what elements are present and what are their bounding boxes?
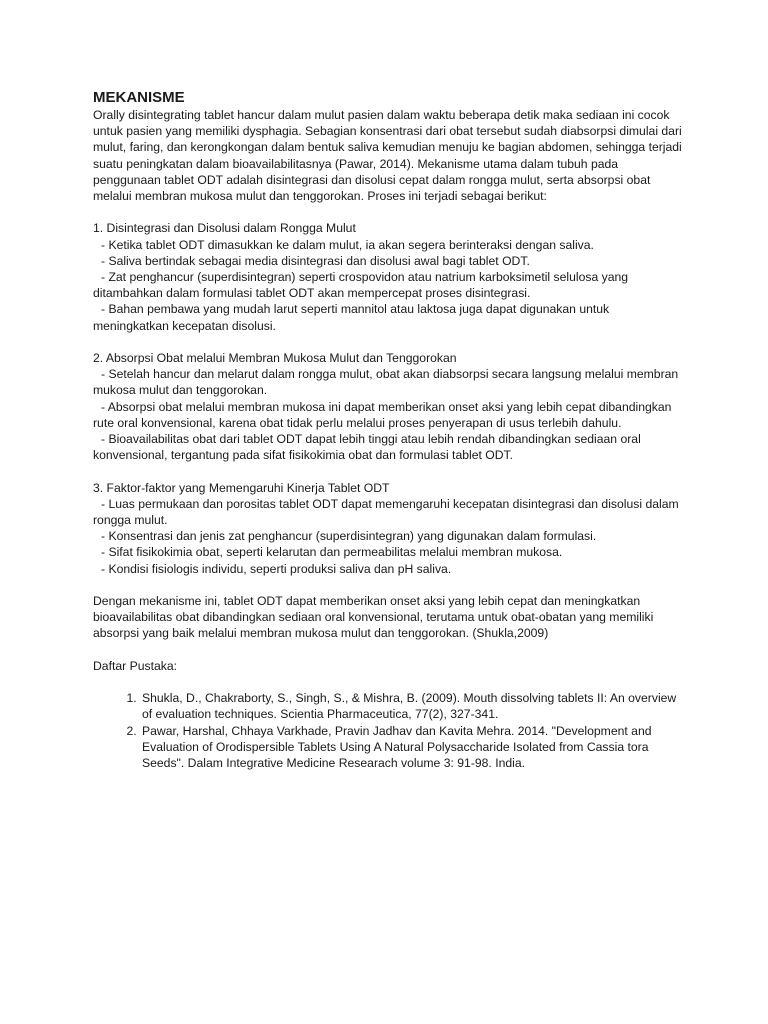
reference-item: 1. Shukla, D., Chakraborty, S., Singh, S., & Mishra, B. (2009). Mouth dissolving tablets II: An overview of evaluation techniques. Scientia Pharmaceutica, 77(2), 327-341. [140, 690, 683, 722]
reference-item: 2. Pawar, Harshal, Chhaya Varkhade, Pravin Jadhav dan Kavita Mehra. 2014. "Development and Evaluation of Orodispersible Tablets Using A Natural Polysaccharide Isolated from Cassia tora Seeds". Dalam Integrative Medicine Researach volume 3: 91-98. India. [140, 723, 683, 772]
references-list [93, 690, 683, 771]
section-factors [93, 480, 683, 577]
list-item: - Ketika tablet ODT dimasukkan ke dalam mulut, ia akan segera berinteraksi dengan saliva. [101, 237, 594, 252]
section-heading: 2. Absorpsi Obat melalui Membran Mukosa Mulut dan Tenggorokan [93, 351, 457, 366]
section-disintegration [93, 220, 683, 333]
list-item: - Bioavailabilitas obat dari tablet ODT dapat lebih tinggi atau lebih rendah dibandingkan sediaan oral konvensional, tergantung pada sifat fisikokimia obat dan formulasi tablet ODT. [93, 432, 641, 463]
references-heading: Daftar Pustaka: [93, 658, 177, 673]
list-item: - Bahan pembawa yang mudah larut seperti mannitol atau laktosa juga dapat digunakan untuk meningkatkan kecepatan disolusi. [93, 302, 610, 333]
list-item: - Absorpsi obat melalui membran mukosa ini dapat memberikan onset aksi yang lebih cepat dibandingkan rute oral konvensional, karena obat tidak perlu melalui proses penyerapan di usus terlebih dahulu. [93, 399, 672, 430]
list-item: - Sifat fisikokimia obat, seperti kelarutan dan permeabilitas melalui membran mukosa. [101, 545, 563, 560]
conclusion-paragraph: Dengan mekanisme ini, tablet ODT dapat memberikan onset aksi yang lebih cepat dan meningkatkan bioavailabilitas obat dibandingkan sediaan oral konvensional, terutama untuk obat-obatan yang memiliki absorpsi yang baik melalui membran mukosa mulut dan tenggorokan. (Shukla,2009) [93, 594, 654, 641]
list-item: - Zat penghancur (superdisintegran) seperti crospovidon atau natrium karboksimetil selulosa yang ditambahkan dalam formulasi tablet ODT akan mempercepat proses disintegrasi. [93, 270, 629, 301]
list-item: - Setelah hancur dan melarut dalam rongga mulut, obat akan diabsorpsi secara langsung melalui membran mukosa mulut dan tenggorokan. [93, 367, 679, 398]
list-item: - Konsentrasi dan jenis zat penghancur (superdisintegran) yang digunakan dalam formulasi. [101, 529, 597, 544]
intro-paragraph: Orally disintegrating tablet hancur dalam mulut pasien dalam waktu beberapa detik maka sediaan ini cocok untuk pasien yang memiliki dysphagia. Sebagian konsentrasi dari obat tersebut sudah diabsorpsi dimulai dari mulut, faring, dan kerongkongan dalam bentuk saliva kemudian menuju ke bagian abdomen, sehingga terjadi suatu peningkatan dalam bioavailabilitasnya (Pawar, 2014). Mekanisme utama dalam tubuh pada penggunaan tablet ODT adalah disintegrasi dan disolusi cepat dalam rongga mulut, serta absorpsi obat melalui membran mukosa mulut dan tenggorokan. Proses ini terjadi sebagai berikut: [93, 108, 682, 204]
list-item: - Kondisi fisiologis individu, seperti produksi saliva dan pH saliva. [101, 561, 452, 576]
list-item: - Saliva bertindak sebagai media disintegrasi dan disolusi awal bagi tablet ODT. [101, 253, 530, 268]
section-absorption [93, 350, 683, 463]
section-heading: 3. Faktor-faktor yang Memengaruhi Kinerja Tablet ODT [93, 480, 390, 495]
list-item: - Luas permukaan dan porositas tablet ODT dapat memengaruhi kecepatan disintegrasi dan disolusi dalam rongga mulut. [93, 496, 679, 528]
document-page [93, 88, 683, 771]
page-title: MEKANISME [93, 89, 185, 106]
section-heading: 1. Disintegrasi dan Disolusi dalam Rongga Mulut [93, 221, 356, 236]
